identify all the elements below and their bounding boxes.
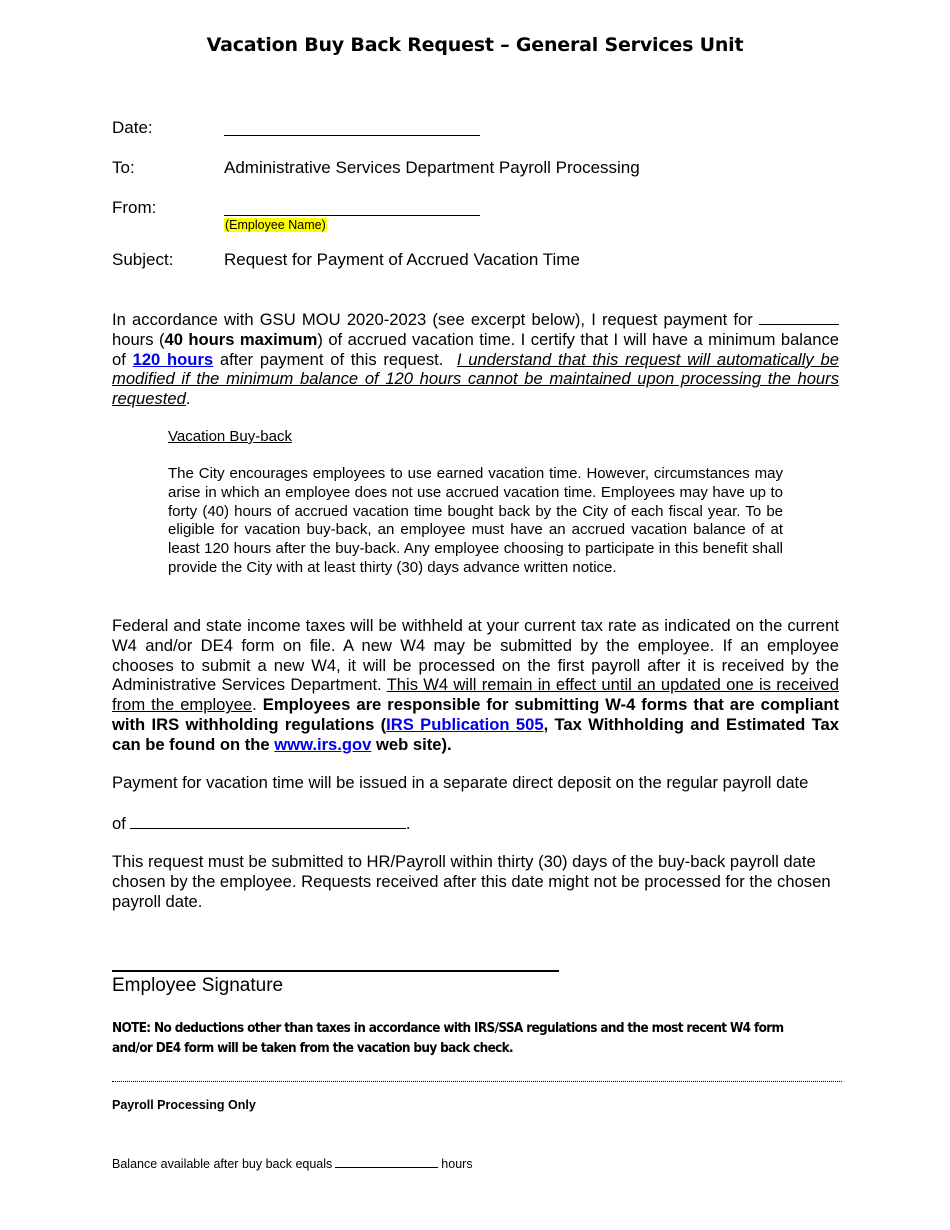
from-hint: (Employee Name): [225, 218, 326, 232]
subject-value: Request for Payment of Accrued Vacation Time: [224, 250, 580, 269]
payroll-date-field[interactable]: [130, 814, 406, 829]
deductions-note: NOTE: No deductions other than taxes in accordance with IRS/SSA regulations and the most recent W4 form and/or DE4 form will be taken from the vacation buy back check.: [112, 1021, 784, 1056]
date-field[interactable]: [224, 119, 480, 136]
from-label: From:: [112, 198, 157, 217]
signature-label: Employee Signature: [112, 975, 284, 996]
document-title: Vacation Buy Back Request – General Services Unit: [206, 34, 744, 56]
tax-paragraph: Federal and state income taxes will be withheld at your current tax rate as indicated on the current W4 and/or DE4 form on file. A new W4 may be submitted by the employee. If an employee chooses to submit a new W4, it will be processed on the first payroll after it is received by the Administrative Services Department. This W4 will remain in effect until an updated one is received from the employee. Employees are responsible for submitting W-4 forms that are compliant with IRS withholding regulations (IRS Publication 505, Tax Withholding and Estimated Tax can be found on the www.irs.gov web site).: [112, 616, 840, 754]
balance-row: Balance available after buy back equals hours: [112, 1157, 473, 1171]
divider: [112, 1081, 842, 1082]
irs-website-link[interactable]: www.irs.gov: [274, 734, 372, 754]
to-value: Administrative Services Department Payroll Processing: [224, 158, 640, 177]
deadline-paragraph: This request must be submitted to HR/Payroll within thirty (30) days of the buy-back payroll date chosen by the employee. Requests received after this date might not be processed for the chosen payroll date.: [112, 852, 831, 911]
excerpt-text: The City encourages employees to use earned vacation time. However, circumstances may arise in which an employee does not use accrued vacation time. Employees may have up to forty (40) hours of accrued vacation time bought back by the City of each fiscal year. To be eligible for vacation buy-back, an employee must have an accrued vacation balance of at least 120 hours after the buy-back. Any employee choosing to participate in this benefit shall provide the City with at least thirty (30) days advance written notice.: [168, 465, 783, 576]
auto-modify-note: I understand that this request will automatically be modified if the minimum balance of 120 hours cannot be maintained upon processing the hours requested: [112, 349, 839, 409]
to-label: To:: [112, 158, 135, 177]
from-field[interactable]: [224, 199, 480, 216]
balance-hours-field[interactable]: [335, 1156, 438, 1168]
excerpt-heading: Vacation Buy-back: [168, 428, 292, 445]
irs-publication-link[interactable]: IRS Publication 505: [386, 714, 544, 734]
date-label: Date:: [112, 118, 153, 137]
hours-requested-field[interactable]: [759, 310, 839, 325]
payment-paragraph: Payment for vacation time will be issued in a separate direct deposit on the regular payroll date: [112, 773, 809, 792]
payroll-date-row: of .: [112, 814, 411, 833]
payroll-only-heading: Payroll Processing Only: [112, 1098, 256, 1112]
signature-field[interactable]: [112, 970, 559, 972]
request-paragraph: In accordance with GSU MOU 2020-2023 (see excerpt below), I request payment for hours (40 hours maximum) of accrued vacation time. I certify that I will have a minimum balance of 120 hours after payment of this request. I understand that this request will automatically be modified if the minimum balance of 120 hours cannot be maintained upon processing the hours requested.: [112, 310, 839, 409]
min-hours-link[interactable]: 120 hours: [132, 349, 214, 369]
subject-label: Subject:: [112, 250, 174, 269]
